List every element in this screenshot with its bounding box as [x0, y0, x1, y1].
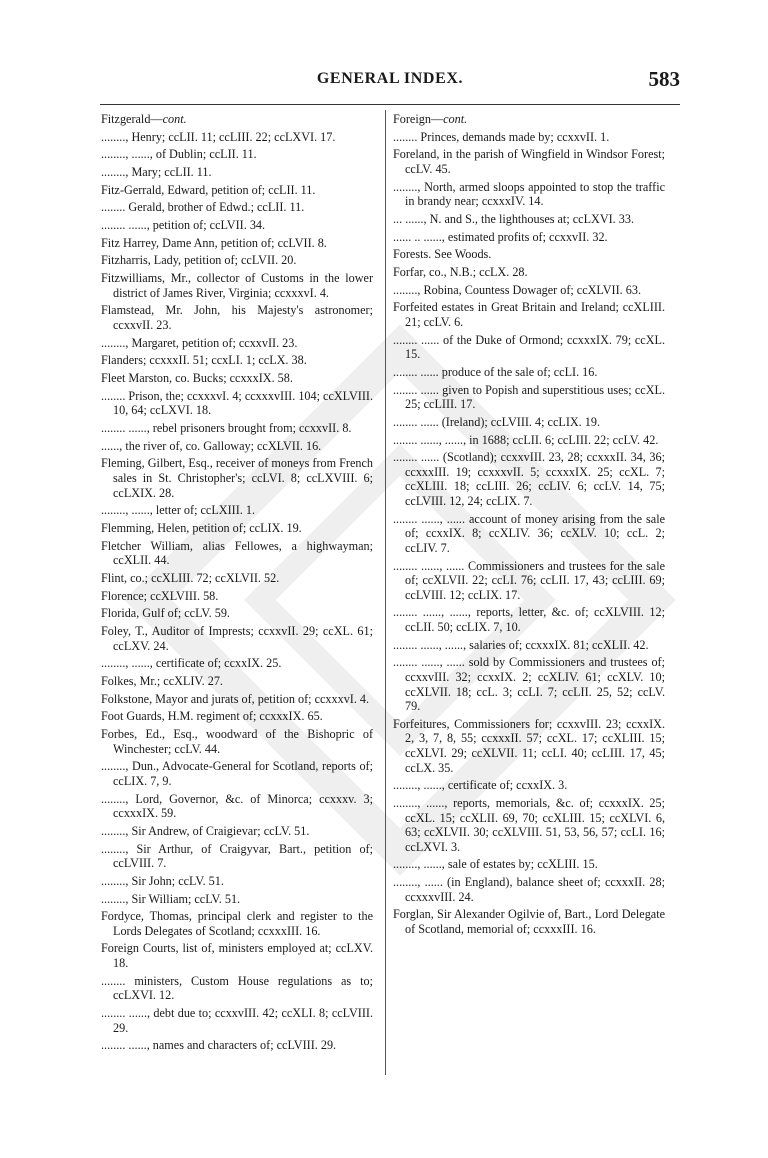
index-entry: ........, North, armed sloops appointed to stop the traffic in brandy near; ccxxxIV. 14. [393, 179, 665, 209]
index-entry: Foreign Courts, list of, ministers employed at; ccLXV. 18. [101, 941, 373, 971]
index-entry: ........, ......, letter of; ccLXIII. 1. [101, 503, 255, 518]
continued-heading [101, 112, 373, 127]
index-entry: Foreland, in the parish of Wingfield in Windsor Forest; ccLV. 45. [393, 147, 665, 176]
index-entry: Fleming, Gilbert, Esq., receiver of moneys from French sales in St. Christopher's; ccLVI. 8; ccLXVIII. 6; ccLXIX. 28. [101, 456, 373, 500]
index-entry: ........, ......, sale of estates by; ccXLIII. 15. [393, 857, 598, 872]
index-entry: Forfar, co., N.B.; ccLX. 28. [393, 264, 528, 279]
index-entry: Foot Guards, H.M. regiment of; ccxxxIX. 65. [101, 709, 323, 724]
right-column [393, 112, 665, 940]
index-entry: ........ ...... (Ireland); ccLVIII. 4; ccLIX. 19. [393, 414, 601, 429]
index-entry: Forglan, Sir Alexander Ogilvie of, Bart., Lord Delegate of Scotland, memorial of; ccxxxIII. 16. [393, 907, 665, 937]
index-entry: ........, ......, certificate of; ccxxIX. 25. [101, 656, 282, 671]
index-entry: ........ ......, ......, in 1688; ccLII. 6; ccLIII. 22; ccLV. 42. [393, 432, 659, 447]
right-entry-list [393, 130, 665, 937]
running-title: GENERAL INDEX. [316, 70, 464, 87]
index-entry: ........ Prison, the; ccxxxvI. 4; ccxxxvIII. 104; ccXLVIII. 10, 64; ccLXVI. 18. [101, 388, 374, 418]
index-entry: Flanders; ccxxxII. 51; ccxLI. 1; ccLX. 38. [101, 353, 307, 368]
index-entry: Florence; ccXLVIII. 58. [101, 588, 219, 603]
index-entry: ........ ......, ...... sold by Commissioners and trustees of; ccxxvIII. 32; ccxxIX. 2; ccXLIV. 61; ccXLV. 10; ccXLVII. 18; ccL. 3; ccLI. 7; ccLII. 25, 52; ccLV. 79. [393, 655, 665, 714]
left-column [101, 112, 373, 1056]
index-entry: ........ ...... of the Duke of Ormond; ccxxxIX. 79; ccXL. 15. [393, 332, 665, 362]
index-entry: ......, the river of, co. Galloway; ccXLVII. 16. [101, 438, 322, 453]
index-entry: ........ ...... produce of the sale of; ccLI. 16. [393, 364, 598, 379]
continued-label: cont. [443, 112, 468, 126]
index-entry: Fordyce, Thomas, principal clerk and register to the Lords Delegates of Scotland; ccxxxIII. 16. [101, 909, 373, 938]
index-entry: ........, ......, reports, memorials, &c. of; ccxxxIX. 25; ccXL. 15; ccXLII. 69, 70; ccXLIII. 15; ccXLVI. 6, 63; ccXLVII. 30; ccXLVIII. 51, 53, 56, 57; ccLI. 16; ccLXVI. 3. [393, 796, 665, 854]
index-entry: ........, Mary; ccLII. 11. [101, 164, 212, 179]
index-entry: Fitz Harrey, Dame Ann, petition of; ccLVII. 8. [101, 235, 327, 250]
index-entry: ........ ......, petition of; ccLVII. 34. [101, 218, 266, 233]
index-entry: ........ ministers, Custom House regulations as to; ccLXVI. 12. [101, 973, 373, 1003]
index-entry: ........, Sir Arthur, of Craigyvar, Bart., petition of; ccLVIII. 7. [101, 841, 373, 871]
column-divider [385, 110, 386, 1075]
index-entry: ........ ......, debt due to; ccxxvIII. 42; ccXLI. 8; ccLVIII. 29. [101, 1006, 373, 1035]
index-entry: Fleet Marston, co. Bucks; ccxxxIX. 58. [101, 371, 293, 386]
index-entry: ........, ...... (in England), balance sheet of; ccxxxII. 28; ccxxxvIII. 24. [393, 875, 665, 904]
index-entry: ........ Gerald, brother of Edwd.; ccLII. 11. [101, 200, 305, 215]
index-entry: ........, Sir William; ccLV. 51. [101, 891, 241, 906]
index-entry: ........ ......, ......, reports, letter, &c. of; ccXLVIII. 12; ccLII. 50; ccLIX. 7, 10. [393, 605, 665, 634]
index-entry: Forfeited estates in Great Britain and Ireland; ccXLIII. 21; ccLV. 6. [393, 300, 665, 329]
index-entry: Fletcher William, alias Fellowes, a highwayman; ccXLII. 44. [101, 538, 373, 568]
continued-heading-name: Foreign— [393, 112, 444, 126]
continued-label: cont. [162, 112, 187, 126]
index-entry: Forbes, Ed., Esq., woodward of the Bishopric of Winchester; ccLV. 44. [101, 727, 373, 756]
index-entry: ........, Lord, Governor, &c. of Minorca; ccxxxv. 3; ccxxxIX. 59. [101, 791, 373, 821]
index-entry: Foley, T., Auditor of Imprests; ccxxvII. 29; ccXL. 61; ccLXV. 24. [101, 623, 373, 653]
page-number: 583 [648, 67, 680, 91]
index-entry: Folkes, Mr.; ccXLIV. 27. [101, 673, 223, 688]
index-entry: ........, Robina, Countess Dowager of; ccXLVII. 63. [393, 282, 641, 297]
index-entry: ........, Margaret, petition of; ccxxvII. 23. [101, 335, 298, 350]
index-entry: Flint, co.; ccXLIII. 72; ccXLVII. 52. [101, 570, 280, 585]
header-rule [100, 104, 680, 105]
index-entry: ........, Henry; ccLII. 11; ccLIII. 22; ccLXVI. 17. [101, 129, 336, 144]
index-entry: ........, ......, of Dublin; ccLII. 11. [101, 147, 257, 162]
index-entry: Flamstead, Mr. John, his Majesty's astronomer; ccxxvII. 23. [101, 303, 373, 332]
index-entry: Fitz-Gerrald, Edward, petition of; ccLII. 11. [101, 182, 316, 197]
index-entry: Fitzwilliams, Mr., collector of Customs in the lower district of James River, Virginia; ccxxxvI. 4. [101, 271, 373, 300]
index-entry: Fitzharris, Lady, petition of; ccLVII. 20. [101, 253, 297, 268]
left-entry-list [101, 130, 373, 1053]
index-entry: ........, Dun., Advocate-General for Scotland, reports of; ccLIX. 7, 9. [101, 759, 373, 788]
index-entry: Forfeitures, Commissioners for; ccxxvIII. 23; ccxxIX. 2, 3, 7, 8, 55; ccxxxII. 57; ccXL. 17; ccXLIII. 15; ccXLVI. 29; ccXLVII. 11; ccLI. 40; ccLIII. 17, 45; ccLX. 35. [393, 716, 665, 775]
index-entry: ...... .. ......, estimated profits of; ccxxvII. 32. [393, 229, 608, 244]
index-entry: Forests. See Woods. [393, 247, 492, 262]
index-entry: ........ ......, ...... Commissioners and trustees for the sale of; ccXLVII. 22; ccLI. 76; ccLII. 17, 43; ccLIII. 69; ccLVIII. 12; ccLIX. 17. [393, 558, 665, 602]
index-entry: ........ ......, ......, salaries of; ccxxxIX. 81; ccXLII. 42. [393, 637, 649, 652]
index-entry: ........ ......, ...... account of money arising from the sale of; ccxxIX. 8; ccXLIV. 36; ccXLV. 10; ccL. 2; ccLIV. 7. [393, 511, 665, 555]
continued-heading-name: Fitzgerald— [101, 112, 163, 126]
index-entry: ........ ......, rebel prisoners brought from; ccxxvII. 8. [101, 421, 352, 435]
index-entry: ... ......, N. and S., the lighthouses at; ccLXVI. 33. [393, 211, 635, 226]
index-entry: ........, Sir Andrew, of Craigievar; ccLV. 51. [101, 823, 310, 838]
page-header [100, 67, 680, 100]
continued-heading [393, 112, 665, 127]
index-entry: Florida, Gulf of; ccLV. 59. [101, 606, 230, 621]
index-entry: Folkstone, Mayor and jurats of, petition of; ccxxxvI. 4. [101, 691, 370, 706]
index-entry: ........, Sir John; ccLV. 51. [101, 873, 224, 888]
index-entry: ........, ......, certificate of; ccxxIX. 3. [393, 778, 568, 793]
index-entry: ........ ...... (Scotland); ccxxvIII. 23, 28; ccxxxII. 34, 36; ccxxxIII. 19; ccxxxvII. 5; ccxxxIX. 25; ccXL. 7; ccXLIII. 18; ccLIII. 26; ccLIV. 6; ccLV. 14, 75; ccLVIII. 12, 24; ccLIX. 7. [393, 450, 665, 508]
index-entry: Flemming, Helen, petition of; ccLIX. 19. [101, 520, 302, 535]
index-entry: ........ ...... given to Popish and superstitious uses; ccXL. 25; ccLIII. 17. [393, 382, 665, 412]
index-entry: ........ ......, names and characters of; ccLVIII. 29. [101, 1038, 337, 1053]
index-entry: ........ Princes, demands made by; ccxxvII. 1. [393, 129, 610, 144]
